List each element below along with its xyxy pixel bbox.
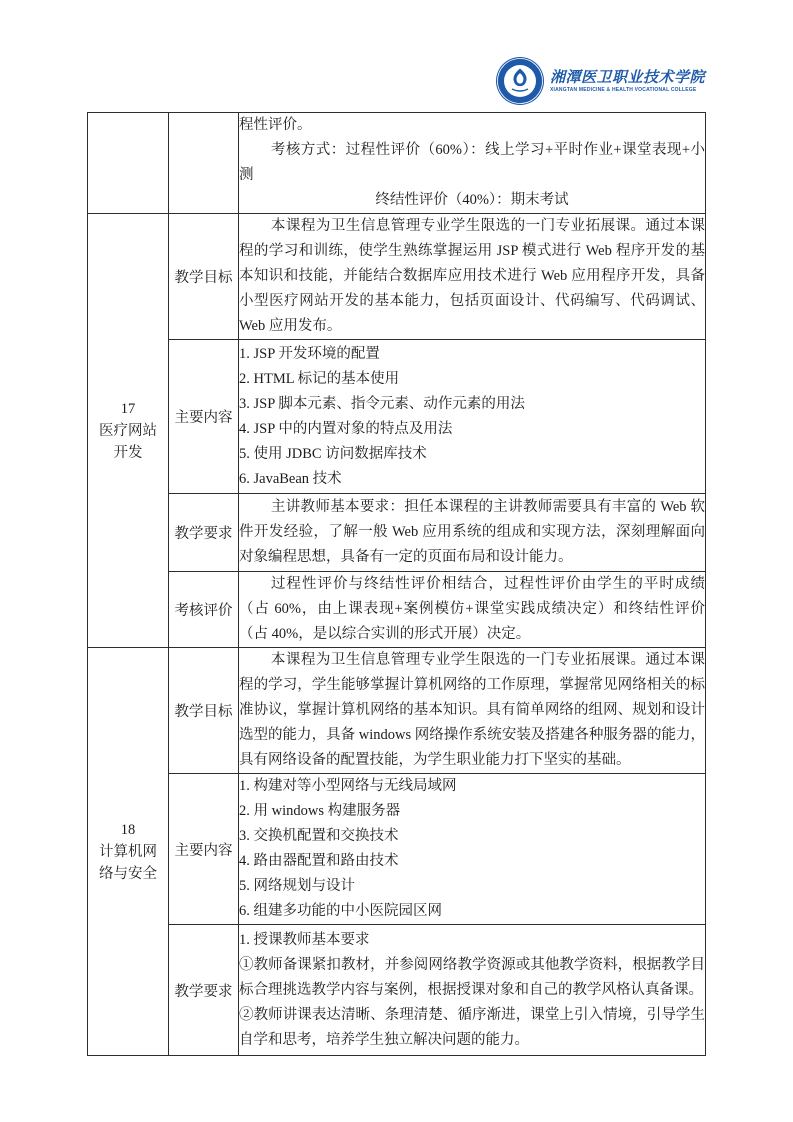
syllabus-table [87, 112, 706, 1056]
assess-label: 考核评价 [174, 603, 233, 619]
require-point-2: ②教师讲课表达清晰、条理清楚、循序渐进，课堂上引入情境，引导学生自学和思考，培养学生独立解决问题的能力。 [239, 1006, 705, 1048]
content-item: 2. 用 windows 构建服务器 [239, 803, 401, 819]
content-item: 3. JSP 脚本元素、指令元素、动作元素的用法 [239, 395, 525, 412]
assessment-continuation-cell [239, 113, 706, 214]
course18-name-line1: 计算机网 [99, 843, 157, 860]
course17-content-row [88, 340, 706, 494]
content-item: 4. JSP 中的内置对象的特点及用法 [239, 420, 453, 437]
course17-goal-cell [239, 214, 706, 340]
content-item: 3. 交换机配置和交换技术 [239, 828, 399, 844]
content-label: 主要内容 [174, 410, 233, 426]
course17-name-line1: 医疗网站 [99, 422, 157, 439]
course17-name-line2: 开发 [113, 444, 143, 461]
course18-goal-label-cell [169, 648, 239, 774]
content-item: 6. JavaBean 技术 [239, 470, 342, 487]
continuation-text-line: 程性评价。 [239, 117, 312, 133]
content-item: 1. JSP 开发环境的配置 [239, 345, 380, 362]
content-label: 主要内容 [174, 842, 233, 859]
require-label: 教学要求 [174, 983, 233, 1000]
course18-number: 18 [120, 821, 136, 838]
course18-require-label-cell [169, 925, 239, 1056]
assessment-method-line: 考核方式：过程性评价（60%）：线上学习+平时作业+课堂表现+小测 [239, 142, 705, 183]
require-point-1: ①教师备课紧扣教材，并参阅网络教学资源或其他教学资料，根据教学目标合理挑选教学内容与案例，根据授课对象和自己的教学风格认真备课。 [239, 956, 705, 998]
content-item: 2. HTML 标记的基本使用 [239, 370, 400, 387]
course17-require-label-cell [169, 494, 239, 572]
course17-assess-row [88, 572, 706, 648]
course-number-cell-empty [88, 113, 169, 214]
content-item: 1. 构建对等小型网络与无线局域网 [239, 778, 457, 794]
course18-content-label-cell [169, 774, 239, 925]
course18-name-line2: 络与安全 [99, 865, 157, 882]
section-label-cell-empty [169, 113, 239, 214]
course17-assess-text: 过程性评价与终结性评价相结合，过程性评价由学生的平时成绩（占 60%，由上课表现+案例模仿+课堂实践成绩决定）和终结性评价（占 40%，是以综合实训的形式开展）决定。 [239, 576, 705, 642]
course17-number: 17 [120, 400, 136, 417]
course17-number-cell [88, 214, 169, 648]
course17-assess-cell [239, 572, 706, 648]
course18-number-cell [88, 648, 169, 1056]
college-name-block [550, 69, 705, 94]
course18-content-cell [239, 774, 706, 925]
course17-require-row [88, 494, 706, 572]
course18-goal-row [88, 648, 706, 774]
goal-label: 教学目标 [174, 270, 233, 286]
course18-goal-cell [239, 648, 706, 774]
course17-assess-label-cell [169, 572, 239, 648]
course17-content-label-cell [169, 340, 239, 494]
course17-require-cell [239, 494, 706, 572]
require-label: 教学要求 [174, 526, 233, 542]
course17-goal-text: 本课程为卫生信息管理专业学生限选的一门专业拓展课。通过本课程的学习和训练，使学生熟练掌握运用 JSP 模式进行 Web 程序开发的基本知识和技能，并能结合数据库应用技术进行 Web 应用程序开发，具备小型医疗网站开发的基本能力，包括页面设计、代码编写、代码调试、Web 应用发布。 [239, 218, 705, 334]
require-heading-line: 1. 授课教师基本要求 [239, 931, 370, 948]
course17-goal-label-cell [169, 214, 239, 340]
content-item: 5. 网络规划与设计 [239, 878, 355, 894]
content-item: 5. 使用 JDBC 访问数据库技术 [239, 445, 427, 462]
continuation-row [88, 113, 706, 214]
college-seal-icon [495, 56, 545, 106]
course18-require-row [88, 925, 706, 1056]
college-name-zh: 湘潭医卫职业技术学院 [549, 69, 705, 86]
course17-goal-row [88, 214, 706, 340]
course18-goal-text: 本课程为卫生信息管理专业学生限选的一门专业拓展课。通过本课程的学习，学生能够掌握计算机网络的工作原理，掌握常见网络相关的标准协议，掌握计算机网络的基本知识。具有简单网络的组网、规划和设计选型的能力，具备 windows 网络操作系统安装及搭建各种服务器的能力，具有网络设备的配置技能，为学生职业能力打下坚实的基础。 [239, 652, 705, 768]
course17-content-cell [239, 340, 706, 494]
goal-label: 教学目标 [174, 704, 233, 720]
content-item: 6. 组建多功能的中小医院园区网 [239, 903, 442, 919]
college-name-en: XIANGTAN MEDICINE & HEALTH VOCATIONAL COLLEGE [549, 86, 697, 93]
course18-content-row [88, 774, 706, 925]
college-logo [495, 56, 705, 106]
content-item: 4. 路由器配置和路由技术 [239, 853, 399, 869]
course18-require-cell [239, 925, 706, 1056]
final-assessment-line: 终结性评价（40%）：期末考试 [375, 192, 569, 208]
course17-require-text: 主讲教师基本要求：担任本课程的主讲教师需要具有丰富的 Web 软件开发经验，了解一般 Web 应用系统的组成和实现方法，深刻理解面向对象编程思想，具备有一定的页面布局和设计能力。 [239, 499, 705, 565]
